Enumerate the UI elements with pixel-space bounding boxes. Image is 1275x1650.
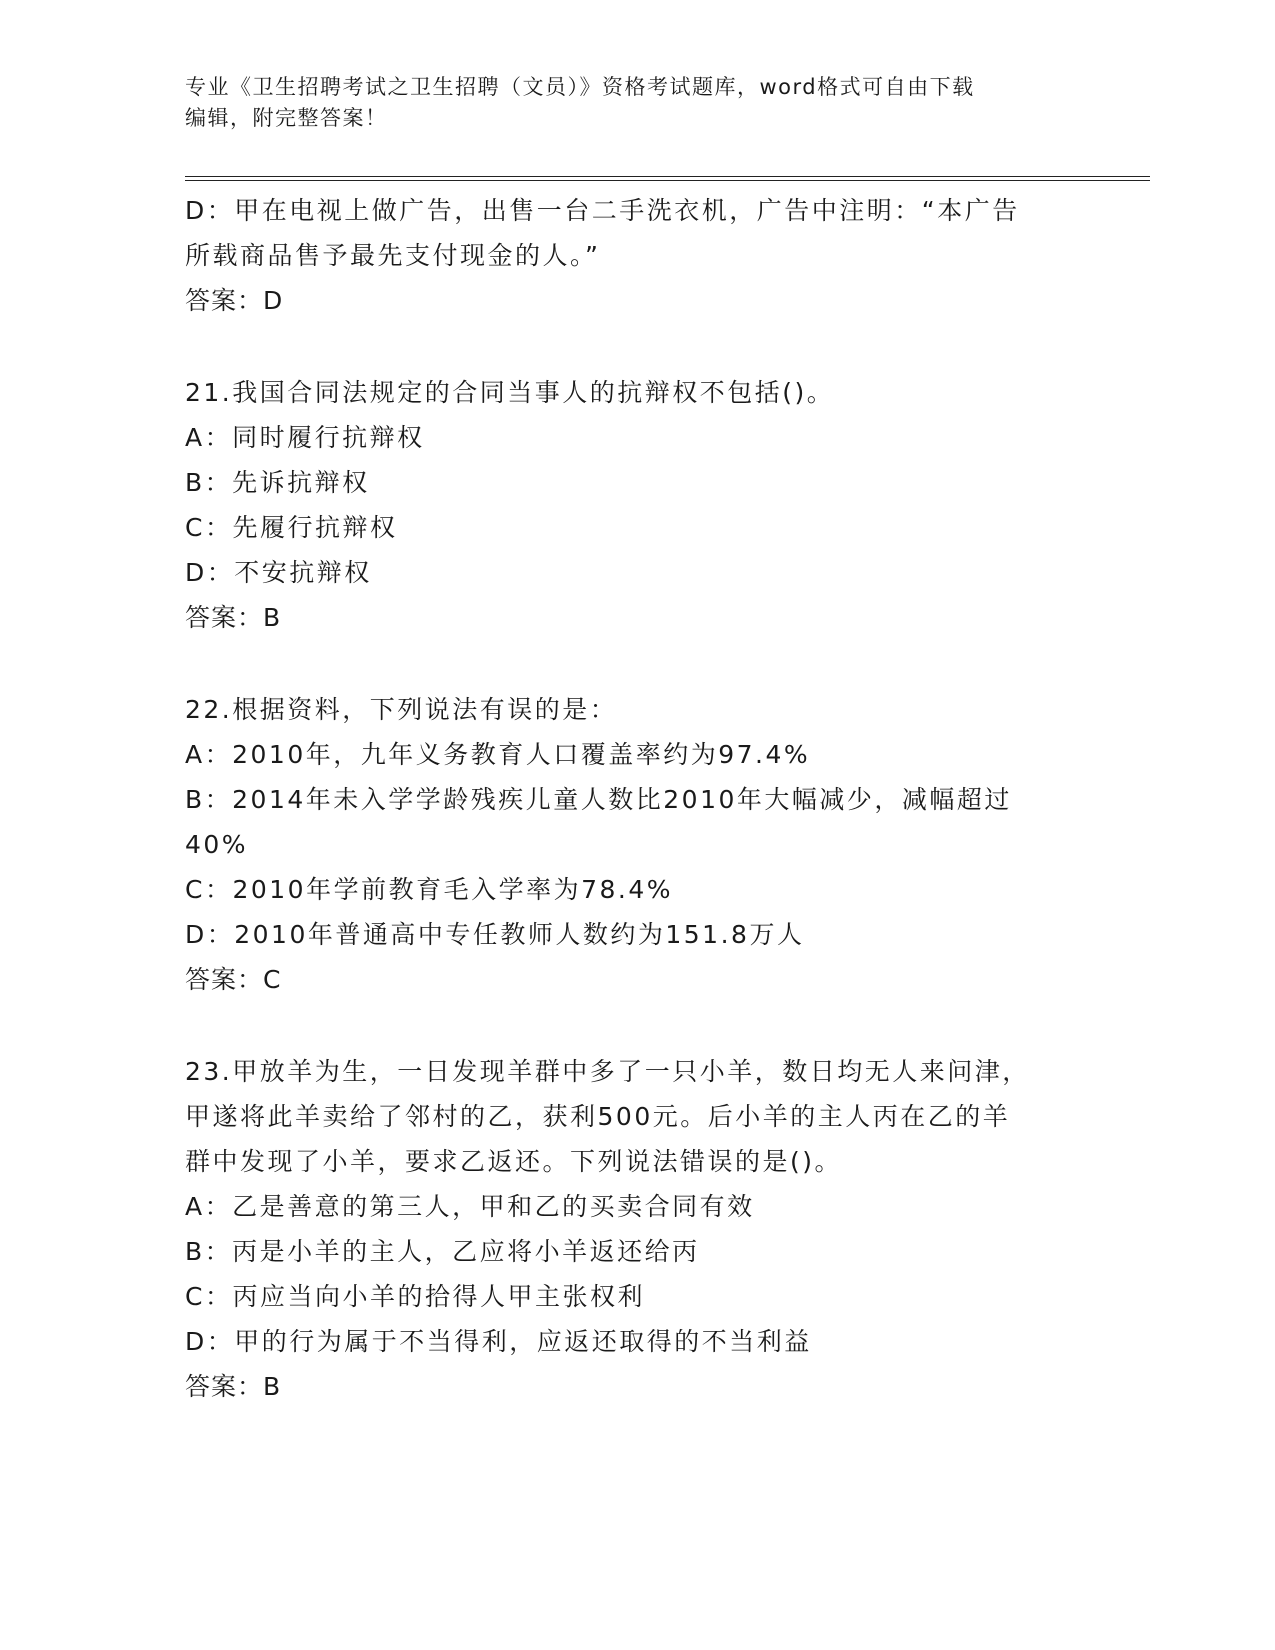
header-line-2: 编辑，附完整答案！ — [185, 106, 388, 130]
q21-option-c: C：先履行抗辩权 — [185, 513, 398, 542]
header-line-1: 专业《卫生招聘考试之卫生招聘（文员）》资格考试题库，word格式可自由下载 — [185, 75, 975, 99]
q22-option-a: A：2010年，九年义务教育人口覆盖率约为97.4% — [185, 740, 811, 769]
q21-answer: 答案：B — [185, 603, 282, 632]
page-header — [185, 72, 1085, 134]
question-21 — [185, 370, 1105, 640]
document-body — [185, 188, 1105, 1409]
q22-option-d: D：2010年普通高中专任教师人数约为151.8万人 — [185, 920, 805, 949]
q22-stem: 22.根据资料，下列说法有误的是： — [185, 695, 618, 724]
q23-stem-line-1: 23.甲放羊为生，一日发现羊群中多了一只小羊，数日均无人来问津， — [185, 1057, 1030, 1086]
q23-option-b: B：丙是小羊的主人，乙应将小羊返还给丙 — [185, 1237, 700, 1266]
q21-option-d: D：不安抗辩权 — [185, 558, 372, 587]
q20-option-d-line-1: D：甲在电视上做广告，出售一台二手洗衣机，广告中注明：“本广告 — [185, 196, 1020, 225]
q22-option-c: C：2010年学前教育毛入学率为78.4% — [185, 875, 673, 904]
q21-option-a: A：同时履行抗辩权 — [185, 423, 425, 452]
q23-stem-line-3: 群中发现了小羊，要求乙返还。下列说法错误的是()。 — [185, 1147, 843, 1176]
question-23 — [185, 1049, 1105, 1409]
question-spacer — [185, 323, 1105, 370]
q23-answer: 答案：B — [185, 1372, 282, 1401]
q20-option-d-line-2: 所载商品售予最先支付现金的人。” — [185, 241, 601, 270]
q23-stem-line-2: 甲遂将此羊卖给了邻村的乙，获利500元。后小羊的主人丙在乙的羊 — [185, 1102, 1011, 1131]
q23-option-c: C：丙应当向小羊的拾得人甲主张权利 — [185, 1282, 645, 1311]
q21-stem: 21.我国合同法规定的合同当事人的抗辩权不包括()。 — [185, 378, 835, 407]
q23-option-d: D：甲的行为属于不当得利，应返还取得的不当利益 — [185, 1327, 812, 1356]
q22-option-b-line-1: B：2014年未入学学龄残疾儿童人数比2010年大幅减少，减幅超过 — [185, 785, 1012, 814]
q22-answer: 答案：C — [185, 965, 282, 994]
q23-option-a: A：乙是善意的第三人，甲和乙的买卖合同有效 — [185, 1192, 755, 1221]
question-spacer — [185, 640, 1105, 687]
q21-option-b: B：先诉抗辩权 — [185, 468, 370, 497]
q20-answer: 答案：D — [185, 286, 284, 315]
question-20-tail — [185, 188, 1105, 323]
question-spacer — [185, 1002, 1105, 1049]
header-divider — [185, 176, 1150, 181]
q22-option-b-line-2: 40% — [185, 830, 249, 859]
question-22 — [185, 687, 1105, 1002]
